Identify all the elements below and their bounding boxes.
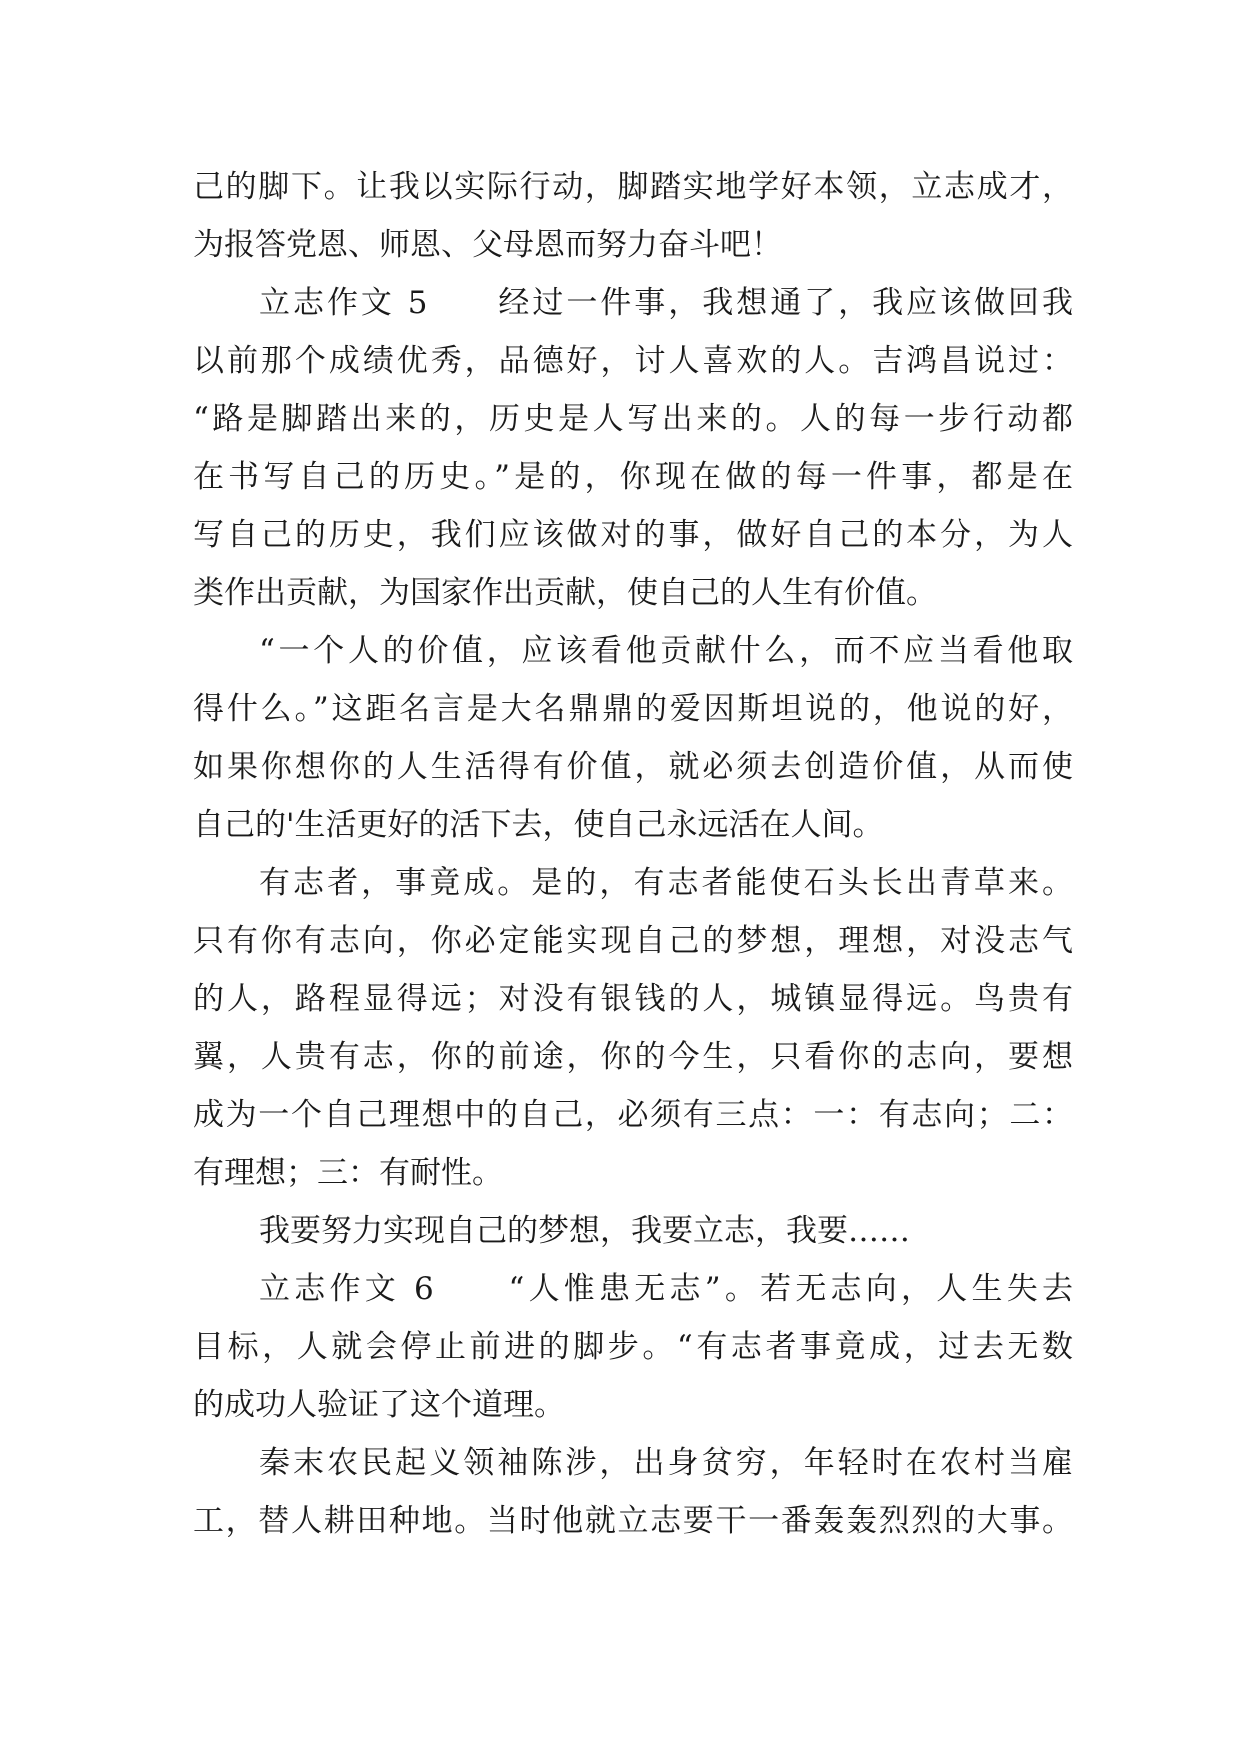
text-line: 己的脚下。让我以实际行动，脚踏实地学好本领，立志成才， xyxy=(193,169,1073,205)
text-line: 的成功人验证了这个道理。 xyxy=(193,1387,565,1423)
text-line: 在书写自己的历史。”是的，你现在做的每一件事，都是在 xyxy=(193,459,1073,495)
text-line: 成为一个自己理想中的自己，必须有三点：一：有志向；二： xyxy=(193,1097,1073,1133)
text-line: 自己的'生活更好的活下去，使自己永远活在人间。 xyxy=(193,807,884,843)
text-line: 我要努力实现自己的梦想，我要立志，我要…… xyxy=(259,1213,910,1249)
text-line: 如果你想你的人生活得有价值，就必须去创造价值，从而使 xyxy=(193,749,1073,785)
text-line: 写自己的历史，我们应该做对的事，做好自己的本分，为人 xyxy=(193,517,1073,553)
text-line: “一个人的价值，应该看他贡献什么，而不应当看他取 xyxy=(259,633,1073,669)
text-line: “路是脚踏出来的，历史是人写出来的。人的每一步行动都 xyxy=(193,401,1073,437)
text-line: 为报答党恩、师恩、父母恩而努力奋斗吧！ xyxy=(193,227,782,263)
text-line: 目标，人就会停止前进的脚步。“有志者事竟成，过去无数 xyxy=(193,1329,1073,1365)
section-heading-line: 立志作文 5 经过一件事，我想通了，我应该做回我 xyxy=(259,285,1073,321)
section-heading-line: 立志作文 6 “人惟患无志”。若无志向，人生失去 xyxy=(259,1271,1073,1307)
text-line: 有理想；三：有耐性。 xyxy=(193,1155,503,1191)
text-line: 翼，人贵有志，你的前途，你的今生，只看你的志向，要想 xyxy=(193,1039,1073,1075)
article-body xyxy=(193,158,1073,1550)
text-line: 类作出贡献，为国家作出贡献，使自己的人生有价值。 xyxy=(193,575,937,611)
text-line: 以前那个成绩优秀，品德好，讨人喜欢的人。吉鸿昌说过： xyxy=(193,343,1073,379)
text-line: 工，替人耕田种地。当时他就立志要干一番轰轰烈烈的大事。 xyxy=(193,1503,1073,1539)
text-line: 有志者，事竟成。是的，有志者能使石头长出青草来。 xyxy=(259,865,1073,901)
text-line: 秦末农民起义领袖陈涉，出身贫穷，年轻时在农村当雇 xyxy=(259,1445,1073,1481)
text-line: 只有你有志向，你必定能实现自己的梦想，理想，对没志气 xyxy=(193,923,1073,959)
text-line: 得什么。”这距名言是大名鼎鼎的爱因斯坦说的，他说的好， xyxy=(193,691,1073,727)
text-line: 的人，路程显得远；对没有银钱的人，城镇显得远。鸟贵有 xyxy=(193,981,1073,1017)
